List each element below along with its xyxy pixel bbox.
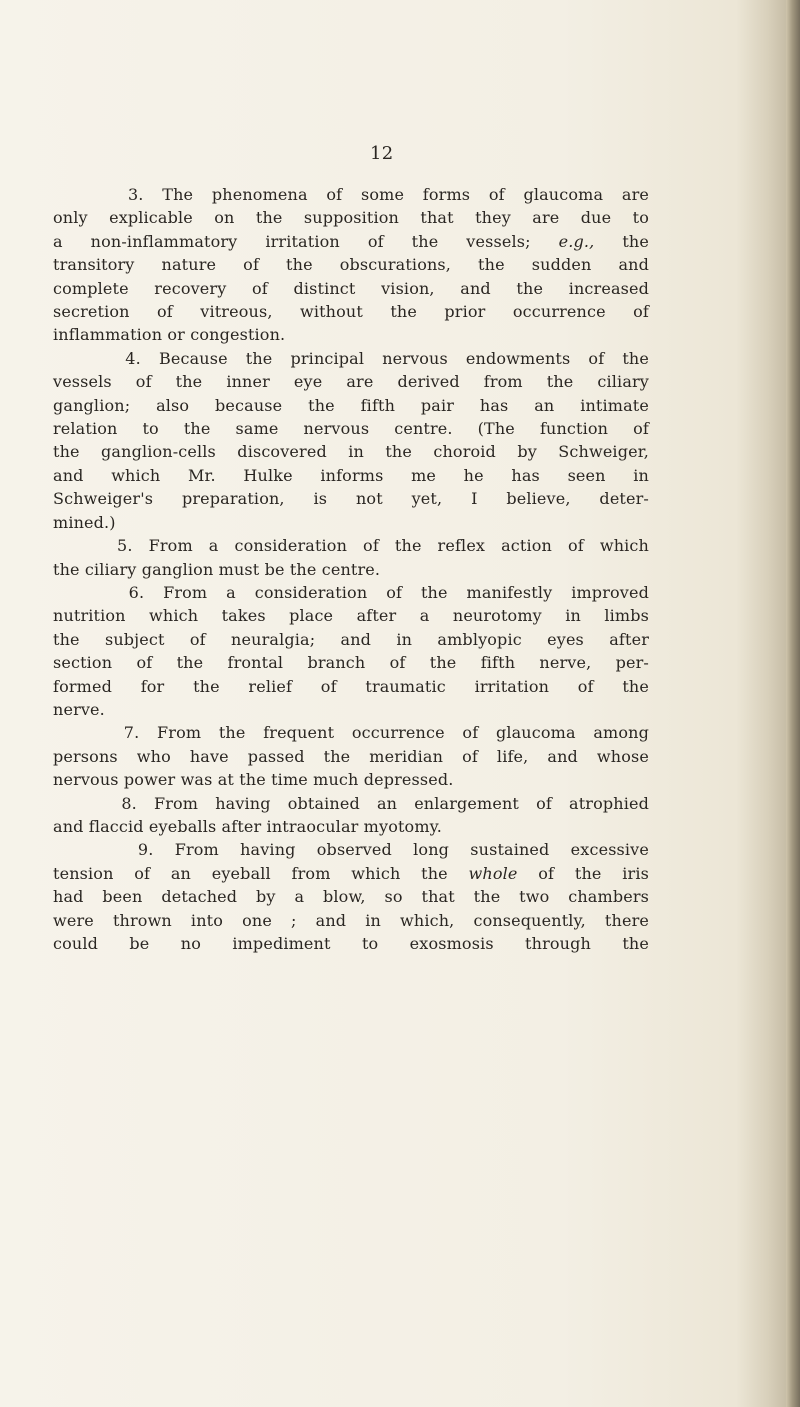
paragraph-line bbox=[53, 230, 649, 253]
line-text: From having obtained an enlargement of atrophied bbox=[153, 793, 649, 813]
paragraph-number: 7. bbox=[123, 723, 140, 743]
paragraph-number: 6. bbox=[128, 582, 145, 602]
paragraph-line: vessels of the inner eye are derived from the ciliary bbox=[53, 372, 649, 392]
paragraph-5 bbox=[53, 534, 649, 581]
paragraph-line: only explicable on the supposition that they are due to bbox=[53, 208, 649, 228]
paragraph-line: ganglion; also because the fifth pair has an intimate bbox=[53, 395, 649, 415]
paragraph-line: nerve. bbox=[53, 699, 105, 719]
line-text: Because the principal nervous endowments of the bbox=[158, 348, 649, 368]
paragraph-line bbox=[53, 534, 649, 557]
paragraph-line bbox=[53, 347, 649, 370]
paragraph-line: complete recovery of distinct vision, and the increased bbox=[53, 278, 649, 298]
paragraph-line: and flaccid eyeballs after intraocular myotomy. bbox=[53, 816, 442, 836]
paragraph-line: could be no impediment to exosmosis through the bbox=[53, 934, 649, 953]
line-text: From having observed long sustained excessive bbox=[174, 840, 649, 860]
paragraph-line: had been detached by a blow, so that the two chambers bbox=[53, 887, 649, 907]
line-text: of the iris bbox=[538, 863, 649, 883]
paragraph-line bbox=[53, 792, 649, 815]
paragraph-line: mined.) bbox=[53, 512, 116, 532]
paragraph-line bbox=[53, 183, 649, 206]
paragraph-line bbox=[53, 838, 649, 861]
paragraph-line: persons who have passed the meridian of life, and whose bbox=[53, 746, 649, 766]
paragraph-line: transitory nature of the obscurations, the sudden and bbox=[53, 255, 649, 275]
paragraph-line: Schweiger's preparation, is not yet, I believe, deter- bbox=[53, 489, 649, 509]
paragraph-line: section of the frontal branch of the fifth nerve, per- bbox=[53, 653, 649, 673]
paragraph-4 bbox=[53, 347, 649, 534]
paragraph-line bbox=[53, 862, 649, 885]
paragraph-line: the ganglion-cells discovered in the choroid by Schweiger, bbox=[53, 442, 649, 462]
paragraph-number: 5. bbox=[117, 536, 133, 556]
paragraph-number: 9. bbox=[137, 840, 154, 860]
italic-abbreviation: e.g., bbox=[558, 231, 595, 251]
paragraph-line: relation to the same nervous centre. (The function of bbox=[53, 419, 649, 439]
paragraph-line: formed for the relief of traumatic irritation of the bbox=[53, 676, 649, 696]
italic-emphasis: whole bbox=[468, 863, 518, 883]
paragraph-line bbox=[53, 581, 649, 604]
line-text: the bbox=[622, 231, 649, 251]
line-text: From a consideration of the reflex action of which bbox=[148, 536, 649, 556]
paragraph-line: inflammation or congestion. bbox=[53, 325, 286, 345]
paragraph-3 bbox=[53, 183, 649, 347]
paragraph-6 bbox=[53, 581, 649, 721]
paragraph-number: 8. bbox=[121, 793, 137, 813]
paragraph-line: nutrition which takes place after a neurotomy in limbs bbox=[53, 606, 649, 626]
line-text: a non-inflammatory irritation of the vessels; bbox=[53, 231, 531, 251]
paragraph-line bbox=[53, 721, 649, 744]
line-text: tension of an eyeball from which the bbox=[53, 863, 448, 883]
paragraph-line: the ciliary ganglion must be the centre. bbox=[53, 559, 381, 579]
body-text bbox=[53, 183, 649, 955]
line-text: From the frequent occurrence of glaucoma among bbox=[157, 723, 649, 743]
page-binding-edge bbox=[786, 0, 800, 1407]
paragraph-9 bbox=[53, 838, 649, 955]
paragraph-number: 4. bbox=[125, 348, 141, 368]
paragraph-line: secretion of vitreous, without the prior occurrence of bbox=[53, 302, 649, 322]
page-number: 12 bbox=[370, 143, 394, 164]
line-text: From a consideration of the manifestly improved bbox=[163, 582, 649, 602]
paragraph-number: 3. bbox=[127, 185, 144, 204]
paragraph-line: and which Mr. Hulke informs me he has seen in bbox=[53, 465, 649, 485]
paragraph-7 bbox=[53, 721, 649, 791]
paragraph-8 bbox=[53, 792, 649, 839]
paragraph-line: nervous power was at the time much depressed. bbox=[53, 770, 454, 790]
paragraph-line: the subject of neuralgia; and in amblyopic eyes after bbox=[53, 629, 649, 649]
line-text: The phenomena of some forms of glaucoma are bbox=[162, 185, 649, 204]
paragraph-line: were thrown into one ; and in which, consequently, there bbox=[53, 910, 649, 930]
